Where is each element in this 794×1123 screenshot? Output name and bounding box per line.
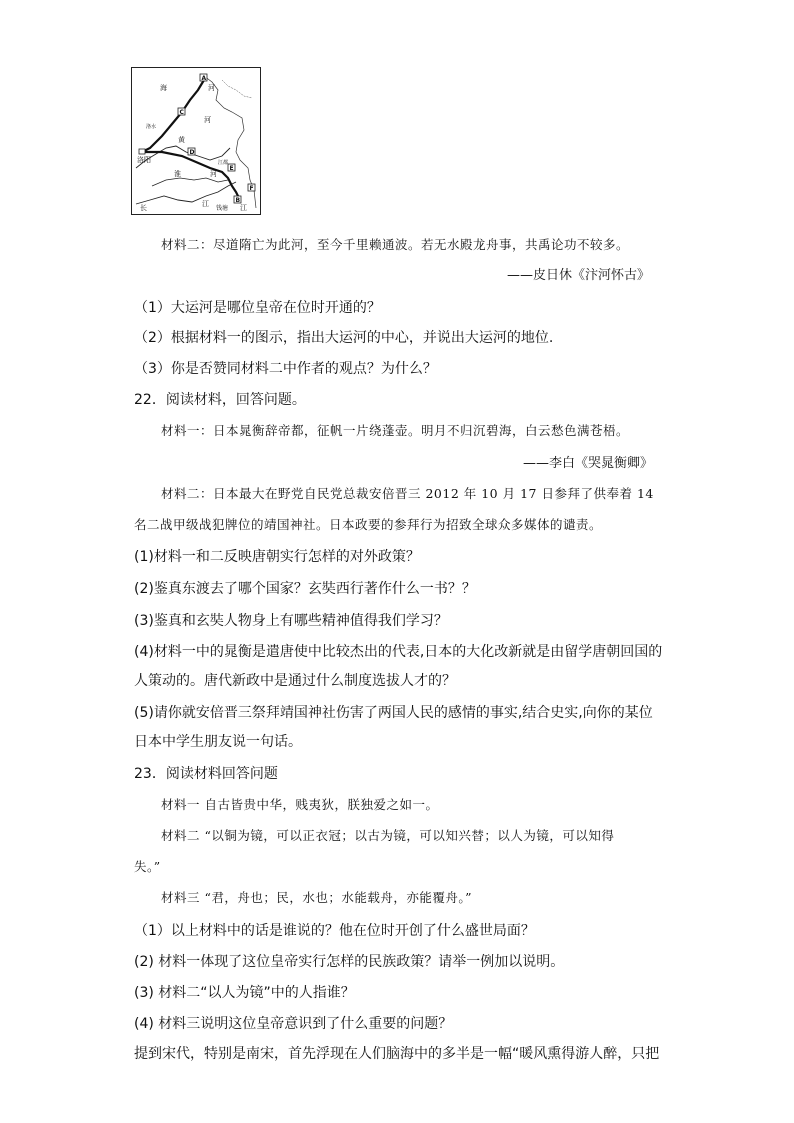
q22-material1-source: ——李白《哭晁衡卿》: [523, 456, 654, 471]
q22-sub3: (3)鉴真和玄奘人物身上有哪些精神值得我们学习？: [134, 613, 448, 629]
label-huang: 黄: [178, 136, 185, 144]
q22-title: 22．阅读材料，回答问题。: [134, 392, 306, 408]
point-a: A: [201, 75, 207, 82]
yangtze-river: [136, 182, 236, 204]
q21-sub2: （2）根据材料一的图示，指出大运河的中心，并说出大运河的地位.: [134, 330, 554, 346]
q23-material1: 材料一 自古皆贵中华，贱夷狄，朕独爱之如一。: [161, 797, 439, 812]
yongji-canal: [142, 80, 204, 152]
q23-sub1: （1）以上材料中的话是谁说的？他在位时开创了什么盛世局面？: [134, 923, 535, 939]
label-jiang1: 江: [202, 200, 209, 208]
point-b: B: [235, 197, 241, 204]
luoyang-marker: [139, 149, 145, 154]
label-chang: 长: [140, 204, 147, 212]
point-c: C: [179, 109, 184, 116]
point-e: E: [229, 165, 234, 172]
q22-sub5-line1: (5)请你就安倍晋三祭拜靖国神社伤害了两国人民的感情的事实,结合史实,向你的某位: [134, 705, 653, 721]
q23-title: 23．阅读材料回答问题: [134, 766, 278, 782]
material2-source: ——皮日休《汴河怀古》: [507, 268, 651, 283]
q23-material3: 材料三 “君，舟也；民，水也；水能载舟，亦能覆舟。”: [161, 890, 473, 905]
point-d: D: [189, 149, 195, 156]
q23-sub2: (2) 材料一体现了这位皇帝实行怎样的民族政策？请举一例加以说明。: [134, 954, 565, 970]
q21-sub1: （1）大运河是哪位皇帝在位时开通的？: [134, 300, 381, 316]
q23-material2-line2: 失。”: [134, 859, 161, 874]
point-f: F: [249, 185, 254, 192]
label-jiangdu: 江都: [218, 160, 229, 166]
label-luoyang: 洛阳: [137, 156, 151, 164]
material2-poem: 材料二：尽道隋亡为此河，至今千里赖通波。若无水殿龙舟事，共禹论功不较多。: [161, 237, 630, 252]
q22-sub5-line2: 日本中学生朋友说一句话。: [134, 734, 302, 750]
q22-sub1: (1)材料一和二反映唐朝实行怎样的对外政策？: [134, 549, 420, 565]
q23-material2-line1: 材料二 “以铜为镜，可以正衣冠；以古为镜，可以知兴替；以人为镜，可以知得: [161, 828, 615, 843]
huai-river: [152, 178, 228, 186]
label-qiantang: 钱塘: [216, 205, 229, 212]
map-drawing: [132, 68, 259, 213]
grand-canal-map: [131, 67, 261, 215]
label-he-top: 河: [208, 84, 215, 92]
label-luoshui: 洛水: [146, 124, 157, 130]
label-huai: 淮: [174, 170, 181, 178]
passage-line: 提到宋代，特别是南宋，首先浮现在人们脑海中的多半是一幅“暖风熏得游人醉，只把: [134, 1046, 660, 1062]
q23-sub4: (4) 材料三说明这位皇帝意识到了什么重要的问题？: [134, 1016, 453, 1032]
q22-sub4-line1: (4)材料一中的晁衡是遣唐使中比较杰出的代表,日本的大化改新就是由留学唐朝回国的: [134, 644, 663, 660]
label-jiang2: 江: [240, 204, 247, 212]
q22-material2-line1: 材料二：日本最大在野党自民党总裁安倍晋三 2012 年 10 月 17 日参拜了供奉着 14: [161, 486, 654, 501]
q23-sub3: (3) 材料二“以人为镜”中的人指谁？: [134, 985, 355, 1001]
q22-sub2: (2)鉴真东渡去了哪个国家？玄奘西行著作什么一书？？: [134, 581, 476, 597]
label-he-mid: 河: [204, 116, 211, 124]
q21-sub3: （3）你是否赞同材料二中作者的观点？为什么？: [134, 361, 437, 377]
border-line: [222, 80, 252, 98]
q22-material2-line2: 名二战甲级战犯牌位的靖国神社。日本政要的参拜行为招致全球众多媒体的谴责。: [134, 517, 603, 532]
q22-material1: 材料一：日本晁衡辞帝都，征帆一片绕蓬壶。明月不归沉碧海，白云愁色满苍梧。: [161, 423, 630, 438]
label-he-bottom: 河: [210, 170, 217, 178]
label-hai: 海: [160, 84, 167, 92]
q22-sub4-line2: 人策动的。唐代新政中是通过什么制度选拔人才的？: [134, 673, 456, 689]
